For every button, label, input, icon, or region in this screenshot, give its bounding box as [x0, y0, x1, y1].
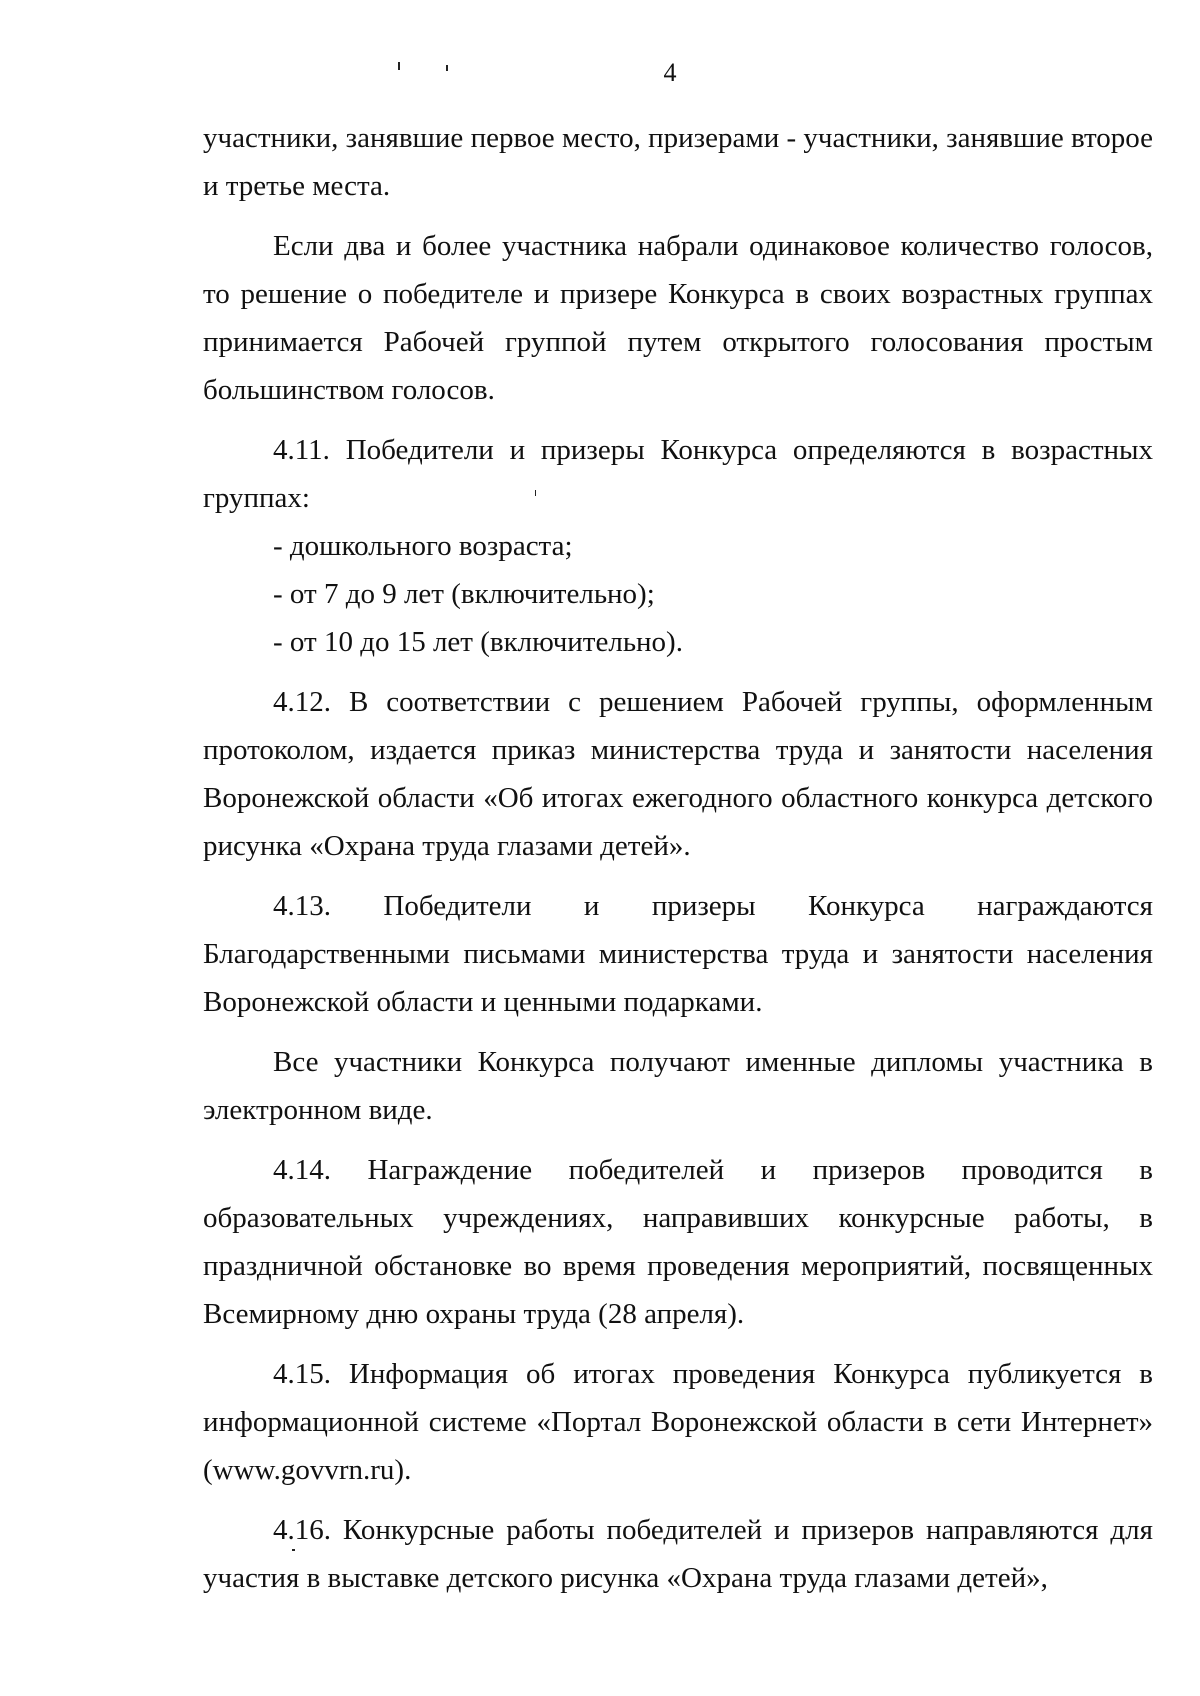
paragraph-tie-votes: Если два и более участника набрали одинаковое количество голосов, то решение о победителе и призере Конкурса в своих возрастных группах принимается Рабочей группой путем открытого голосования простым большинством голосов. [203, 230, 1153, 406]
list-item-age-group: - дошкольного возраста; [273, 530, 573, 562]
list-item-age-group: - от 7 до 9 лет (включительно); [273, 578, 655, 610]
document-body [203, 114, 1153, 1602]
paragraph-4-15: 4.15. Информация об итогах проведения Конкурса публикуется в информационной системе «Портал Воронежской области в сети Интернет» (www.govvrn.ru). [203, 1358, 1153, 1486]
list-item-age-group: - от 10 до 15 лет (включительно). [273, 626, 683, 658]
paragraph-diplomas: Все участники Конкурса получают именные дипломы участника в электронном виде. [203, 1046, 1153, 1126]
paragraph-continuation: участники, занявшие первое место, призерами - участники, занявшие второе и третье места. [203, 122, 1153, 202]
paragraph-4-11: 4.11. Победители и призеры Конкурса определяются в возрастных группах: [203, 434, 1153, 514]
paragraph-4-14: 4.14. Награждение победителей и призеров проводится в образовательных учреждениях, направивших конкурсные работы, в праздничной обстановке во время проведения мероприятий, посвященных Всемирному дню охраны труда (28 апреля). [203, 1154, 1153, 1330]
paragraph-4-12: 4.12. В соответствии с решением Рабочей группы, оформленным протоколом, издается приказ министерства труда и занятости населения Воронежской области «Об итогах ежегодного областного конкурса детского рисунка «Охрана труда глазами детей». [203, 686, 1153, 862]
paragraph-4-13: 4.13. Победители и призеры Конкурса награждаются Благодарственными письмами министерства труда и занятости населения Воронежской области и ценными подарками. [203, 890, 1153, 1018]
paragraph-4-16: 4.16. Конкурсные работы победителей и призеров направляются для участия в выставке детского рисунка «Охрана труда глазами детей», [203, 1514, 1153, 1594]
page-number: 4 [663, 58, 677, 87]
